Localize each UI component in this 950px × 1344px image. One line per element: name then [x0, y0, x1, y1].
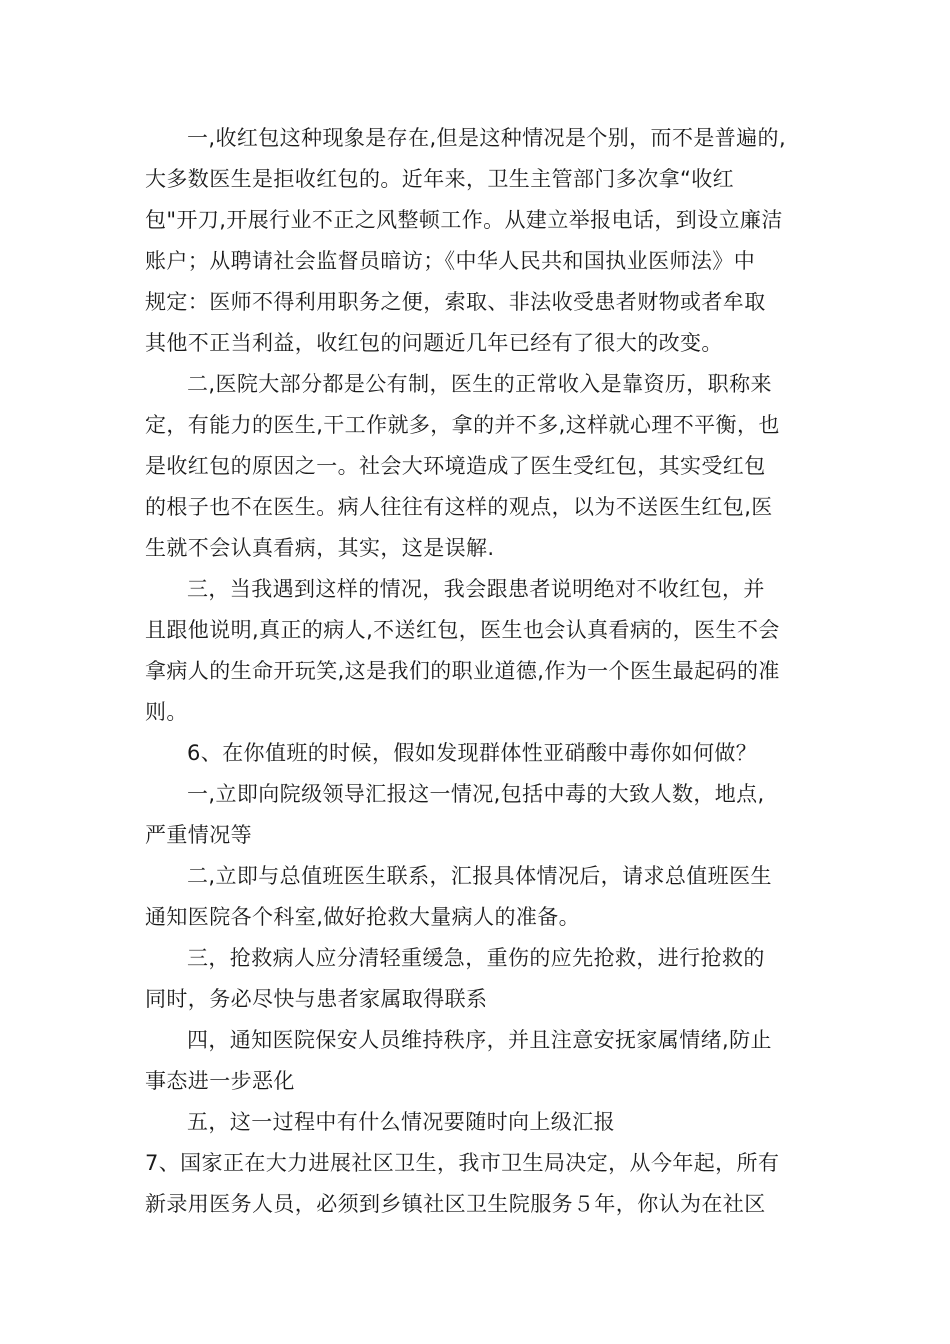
text-line: 其他不正当利益，收红包的问题近几年已经有了很大的改变。: [145, 331, 723, 355]
text-line: 二,立即与总值班医生联系，汇报具体情况后，请求总值班医生: [187, 864, 772, 888]
text-line: 五，这一过程中有什么情况要随时向上级汇报: [187, 1110, 615, 1134]
text-line: 7、国家正在大力进展社区卫生，我市卫生局决定，从今年起，所有: [145, 1151, 780, 1175]
text-line: 二,医院大部分都是公有制，医生的正常收入是靠资历，职称来: [187, 372, 772, 396]
text-line: 生就不会认真看病，其实，这是误解.: [145, 536, 495, 560]
text-line: 则。: [145, 700, 188, 724]
text-line: 通知医院各个科室,做好抢救大量病人的准备。: [145, 905, 581, 929]
text-line: 同时，务必尽快与患者家属取得联系: [145, 987, 488, 1011]
text-line: 账户；从聘请社会监督员暗访；《中华人民共和国执业医师法》中: [145, 249, 756, 273]
text-line: 三，当我遇到这样的情况，我会跟患者说明绝对不收红包，并: [187, 577, 765, 601]
text-line: 拿病人的生命开玩笑,这是我们的职业道德,作为一个医生最起码的准: [145, 659, 780, 683]
text-line: 包"开刀,开展行业不正之风整顿工作。从建立举报电话，到设立廉洁: [145, 208, 783, 232]
text-line: 的根子也不在医生。病人往往有这样的观点，以为不送医生红包,医: [145, 495, 773, 519]
text-line: 是收红包的原因之一。社会大环境造成了医生受红包，其实受红包: [145, 454, 766, 478]
text-line: 规定：医师不得利用职务之便，索取、非法收受患者财物或者牟取: [145, 290, 766, 314]
text-line: 且跟他说明,真正的病人,不送红包，医生也会认真看病的，医生不会: [145, 618, 780, 642]
text-line: 一,收红包这种现象是存在,但是这种情况是个别，而不是普遍的,: [187, 126, 787, 150]
text-line: 新录用医务人员，必须到乡镇社区卫生院服务５年，你认为在社区: [145, 1192, 766, 1216]
text-line: 事态进一步恶化: [145, 1069, 295, 1093]
text-line: 严重情况等: [145, 823, 252, 847]
text-line: 大多数医生是拒收红包的。近年来，卫生主管部门多次拿“收红: [145, 167, 735, 191]
text-line: 定，有能力的医生,干工作就多，拿的并不多,这样就心理不平衡，也: [145, 413, 780, 437]
text-line: 一,立即向院级领导汇报这一情况,包括中毒的大致人数，地点,: [187, 782, 765, 806]
text-line: 三，抢救病人应分清轻重缓急，重伤的应先抢救，进行抢救的: [187, 946, 765, 970]
text-line: 6、在你值班的时候，假如发现群体性亚硝酸中毒你如何做？: [187, 741, 758, 765]
text-line: 四，通知医院保安人员维持秩序，并且注意安抚家属情绪,防止: [187, 1028, 772, 1052]
